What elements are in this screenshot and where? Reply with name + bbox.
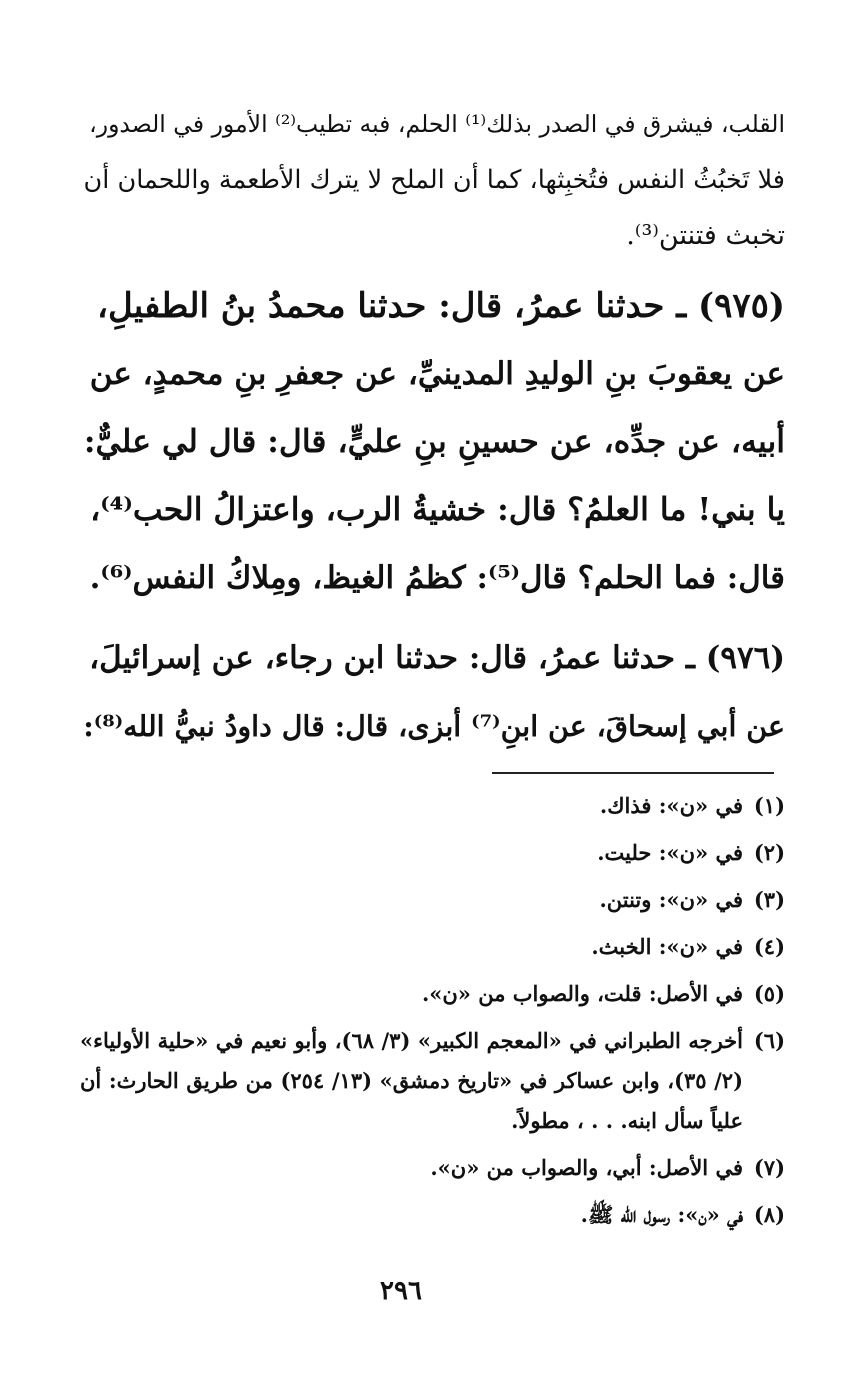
footnote-text: في «ن»: رسول الله ﷺ. — [580, 1202, 743, 1227]
footnote-number: (٥) — [753, 981, 785, 1006]
hadith-975-line-1 — [80, 272, 785, 340]
footnote-text: في الأصل: قلت، والصواب من «ن». — [421, 981, 743, 1006]
footnote-text: في الأصل: أبي، والصواب من «ن». — [430, 1155, 743, 1180]
hadith-975-paragraph — [80, 272, 785, 612]
footnote-number: (٤) — [753, 934, 785, 959]
hadith-975-line-3: أبيه، عن جدِّه، عن حسينِ بنِ عليٍّ، قال: قال لي عليٌّ: — [83, 423, 785, 460]
footnote-text: في «ن»: الخبث. — [591, 934, 743, 959]
hadith-976-line-2: عن أبي إسحاقَ، عن ابنِ⁽⁷⁾ أبزى، قال: قال داودُ نبيُّ الله⁽⁸⁾: — [83, 709, 785, 743]
footnote-2 — [80, 833, 785, 873]
footnote-1 — [80, 786, 785, 826]
page-number: ٢٩٦ — [380, 1276, 422, 1306]
hadith-976-line-1 — [80, 624, 785, 692]
footnote-8 — [80, 1195, 785, 1235]
footnote-text: في «ن»: وتنتن. — [599, 887, 743, 912]
hadith-976-line-1-text: ـ حدثنا عمرُ، قال: حدثنا ابن رجاء، عن إسرائيلَ، — [89, 640, 695, 676]
hadith-975-line-4: يا بني! ما العلمُ؟ قال: خشيةُ الرب، واعتزالُ الحب⁽⁴⁾، — [90, 491, 785, 528]
footnote-number: (٨) — [753, 1202, 785, 1227]
hadith-976-number: (٩٧٦) — [705, 640, 785, 676]
footnotes — [80, 786, 785, 1242]
footnote-6 — [80, 1021, 785, 1141]
footnote-text: أخرجه الطبراني في «المعجم الكبير» (٣/ ٦٨)، وأبو نعيم في «حلية الأولياء» (٢/ ٣٥)، وابن عساكر في «تاريخ دمشق» (١٣/ ٢٥٤) من طريق الحارث: أن علياً سأل ابنه. . . ، مطولاً. — [80, 1028, 744, 1133]
footnote-number: (١) — [753, 793, 785, 818]
hadith-976-paragraph — [80, 624, 785, 760]
intro-paragraph — [80, 96, 785, 264]
footnote-text: في «ن»: فذاك. — [599, 793, 743, 818]
intro-line-2: فلا تَخبُثُ النفس فتُخبِثها، كما أن الملح لا يترك الأطعمة واللحمان أن — [83, 165, 785, 195]
hadith-975-number: (٩٧٥) — [698, 286, 785, 326]
footnote-number: (٢) — [753, 840, 785, 865]
footnote-separator — [492, 772, 774, 774]
footnote-number: (٣) — [753, 887, 785, 912]
hadith-975-line-5: قال: فما الحلم؟ قال⁽⁵⁾: كظمُ الغيظ، ومِلاكُ النفس⁽⁶⁾. — [89, 560, 785, 596]
footnote-5 — [80, 974, 785, 1014]
hadith-975-line-2: عن يعقوبَ بنِ الوليدِ المدينيِّ، عن جعفرِ بنِ محمدٍ، عن — [89, 356, 785, 392]
footnote-number: (٦) — [753, 1028, 785, 1053]
footnote-4 — [80, 927, 785, 967]
footnote-number: (٧) — [753, 1155, 785, 1180]
footnote-7 — [80, 1148, 785, 1188]
intro-line-3: تخبث فتنتن⁽³⁾. — [626, 220, 785, 251]
footnote-text: في «ن»: حليت. — [597, 840, 743, 865]
intro-line-1: القلب، فيشرق في الصدر بذلك⁽¹⁾ الحلم، فبه تطيب⁽²⁾ الأمور في الصدور، — [89, 110, 785, 138]
hadith-975-line-1-text: ـ حدثنا عمرُ، قال: حدثنا محمدُ بنُ الطفيلِ، — [97, 286, 687, 326]
footnote-3 — [80, 880, 785, 920]
